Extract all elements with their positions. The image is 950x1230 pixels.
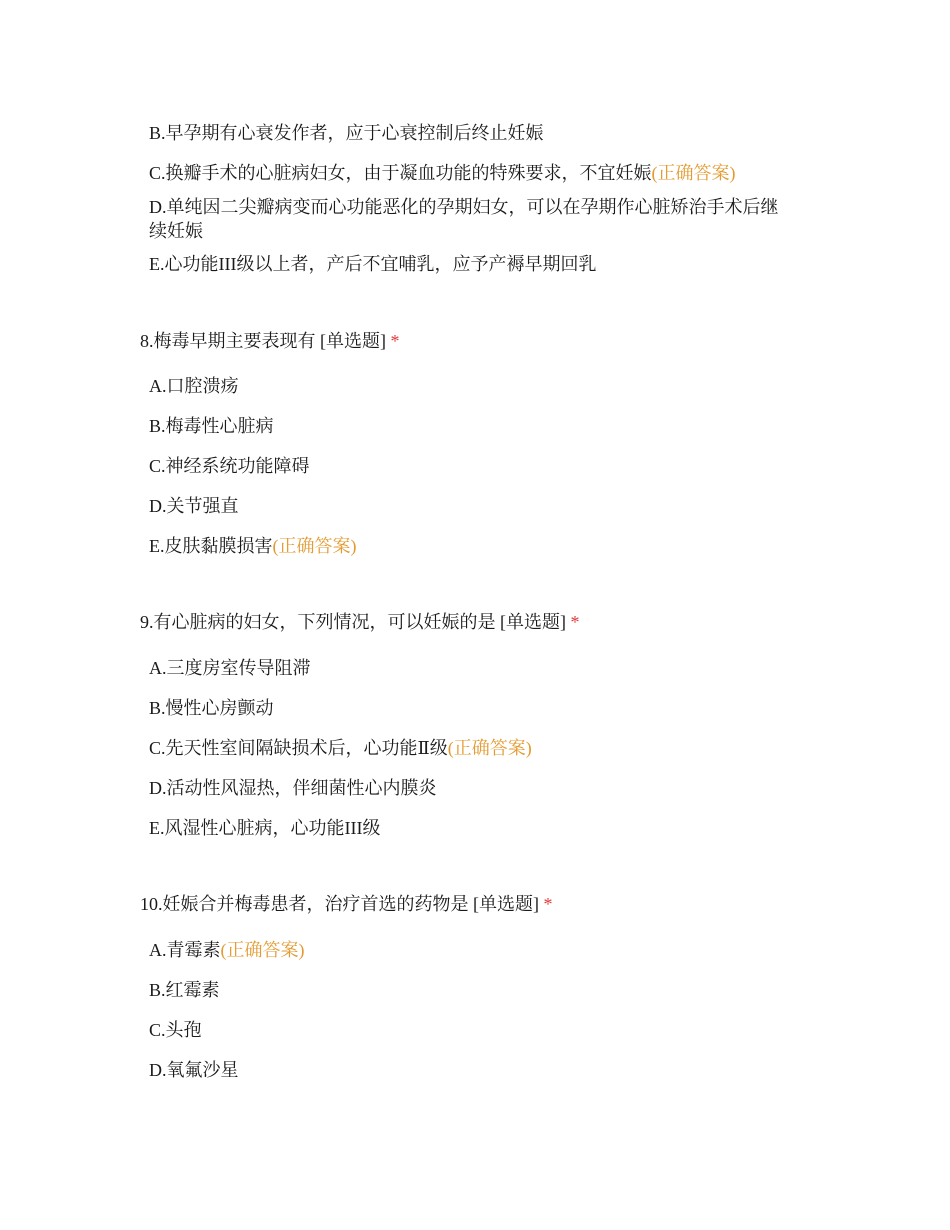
option-text: E.心功能III级以上者，产后不宜哺乳，应予产褥早期回乳 — [149, 254, 597, 274]
option-text: A.口腔溃疡 — [149, 376, 239, 396]
q10-title — [140, 892, 553, 916]
q8-option-e — [149, 534, 357, 558]
required-mark: * — [570, 612, 580, 632]
correct-answer-mark: (正确答案) — [447, 738, 532, 758]
option-text: C.头孢 — [149, 1020, 202, 1040]
q9-option-e — [149, 816, 380, 840]
q10-option-c — [149, 1018, 202, 1042]
option-text: D.氧氟沙星 — [149, 1060, 239, 1080]
q9-title — [140, 610, 580, 634]
q10-option-b — [149, 978, 220, 1002]
option-text: C.先天性室间隔缺损术后，心功能Ⅱ级 — [149, 738, 448, 758]
question-text: 10.妊娠合并梅毒患者，治疗首选的药物是 [单选题] — [140, 894, 539, 914]
question-text: 8.梅毒早期主要表现有 [单选题] — [140, 331, 386, 351]
option-text-line-2: 续妊娠 — [149, 221, 203, 241]
option-text: B.早孕期有心衰发作者，应于心衰控制后终止妊娠 — [149, 123, 544, 143]
option-text: B.慢性心房颤动 — [149, 698, 274, 718]
q8-option-c — [149, 454, 310, 478]
q9-option-b — [149, 696, 274, 720]
required-mark: * — [543, 894, 553, 914]
option-text-line-1: D.单纯因二尖瓣病变而心功能恶化的孕期妇女，可以在孕期作心脏矫治手术后继 — [149, 197, 779, 217]
option-text: C.神经系统功能障碍 — [149, 456, 310, 476]
q9-option-d — [149, 776, 437, 800]
q8-option-b — [149, 414, 274, 438]
q7-option-b — [149, 121, 544, 145]
question-text: 9.有心脏病的妇女，下列情况，可以妊娠的是 [单选题] — [140, 612, 566, 632]
correct-answer-mark: (正确答案) — [272, 536, 357, 556]
option-text: E.风湿性心脏病，心功能III级 — [149, 818, 381, 838]
correct-answer-mark: (正确答案) — [220, 940, 305, 960]
option-text: D.活动性风湿热，伴细菌性心内膜炎 — [149, 778, 437, 798]
q10-option-d — [149, 1058, 239, 1082]
q10-option-a — [149, 938, 305, 962]
option-text: B.梅毒性心脏病 — [149, 416, 274, 436]
option-text: A.青霉素 — [149, 940, 221, 960]
q9-option-a — [149, 656, 311, 680]
correct-answer-mark: (正确答案) — [651, 163, 736, 183]
required-mark: * — [390, 331, 400, 351]
option-text: C.换瓣手术的心脏病妇女，由于凝血功能的特殊要求，不宜妊娠 — [149, 163, 652, 183]
q8-title — [140, 329, 400, 353]
option-text: E.皮肤黏膜损害 — [149, 536, 273, 556]
q7-option-e — [149, 252, 596, 276]
option-text: B.红霉素 — [149, 980, 220, 1000]
q7-option-d — [149, 195, 779, 243]
q9-option-c — [149, 736, 532, 760]
q7-option-c — [149, 161, 736, 185]
q8-option-d — [149, 494, 239, 518]
option-text: D.关节强直 — [149, 496, 239, 516]
option-text: A.三度房室传导阻滞 — [149, 658, 311, 678]
q8-option-a — [149, 374, 239, 398]
